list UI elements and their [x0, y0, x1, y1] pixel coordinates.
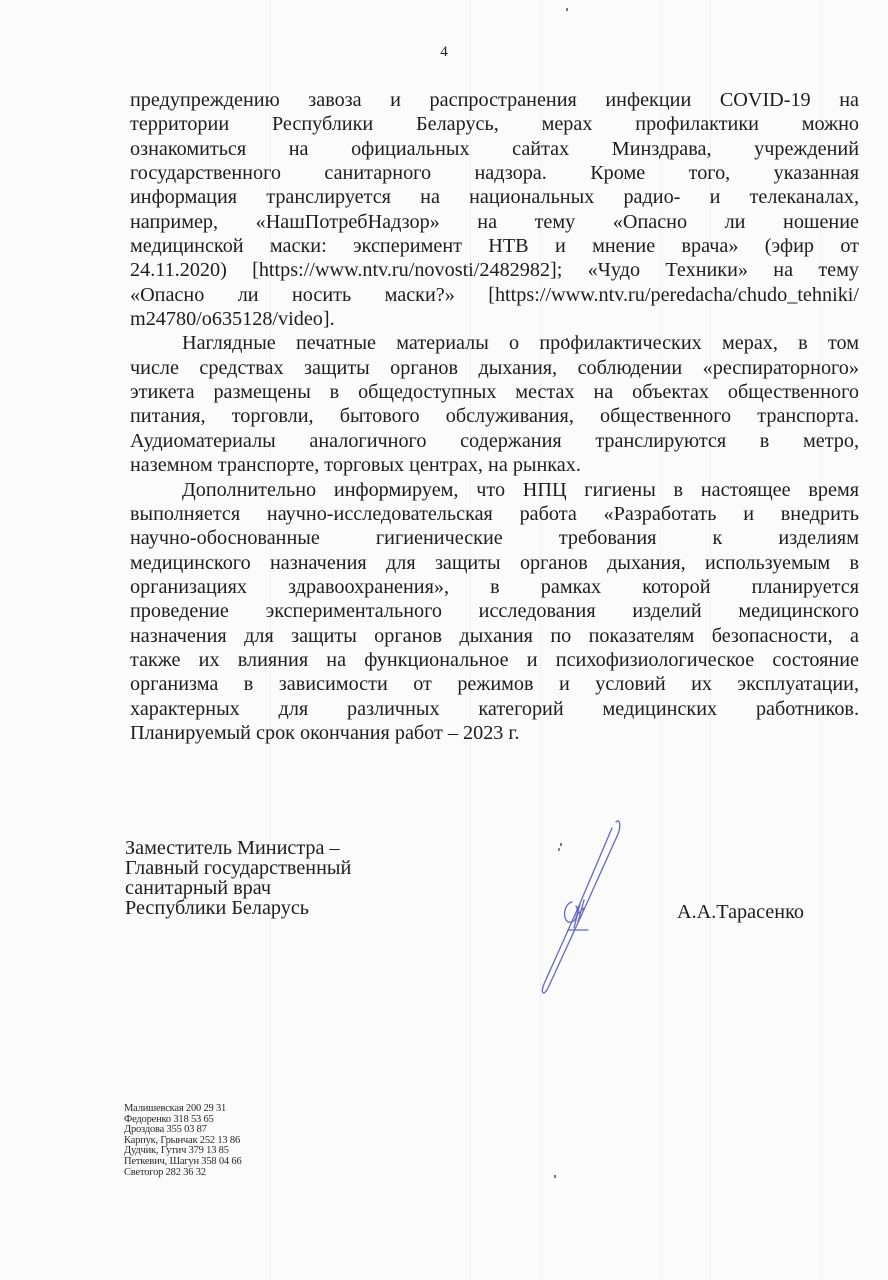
text-line: организациях здравоохранения», в рамках которой планируется — [130, 575, 859, 598]
text-line: этикета размещены в общедоступных местах на объектах общественного — [130, 381, 859, 404]
signatory-title — [125, 838, 351, 918]
text-line: Дополнительно информируем, что НПЦ гигиены в настоящее время — [182, 478, 859, 501]
text-line: организма в зависимости от режимов и условий их эксплуатации, — [130, 673, 859, 696]
handwritten-signature-icon — [520, 812, 640, 1002]
contact-entry: Светогор 282 36 32 — [124, 1166, 206, 1178]
text-line: характерных для различных категорий медицинских работников. — [130, 697, 859, 720]
text-line: научно-обоснованные гигиенические требования к изделиям — [130, 527, 859, 550]
text-line: ознакомиться на официальных сайтах Минздрава, учреждений — [130, 137, 859, 160]
text-line: Наглядные печатные материалы о профилактических мерах, в том — [182, 332, 859, 355]
paragraph-2 — [130, 331, 859, 477]
text-line: «Опасно ли носить маски?» [https://www.ntv.ru/peredacha/chudo_tehniki/ — [130, 283, 859, 306]
signatory-title-line: Республики Беларусь — [125, 897, 309, 919]
text-line: выполняется научно-исследовательская работа «Разработать и внедрить — [130, 502, 859, 525]
text-line: территории Республики Беларусь, мерах профилактики можно — [130, 113, 859, 136]
text-line: например, «НашПотребНадзор» на тему «Опасно ли ношение — [130, 210, 859, 233]
text-line: питания, торговли, бытового обслуживания, общественного транспорта. — [130, 405, 859, 428]
paragraph-1 — [130, 88, 859, 331]
signatory-title-line: Главный государственный — [125, 857, 352, 879]
contact-entry: Федоренко 318 53 65 — [124, 1113, 214, 1125]
text-line: m24780/o635128/video]. — [130, 308, 335, 331]
text-line: назначения для защиты органов дыхания по показателям безопасности, а — [130, 624, 859, 647]
contact-entry: Петкевич, Шагун 358 04 66 — [124, 1155, 242, 1167]
contact-entry: Карпук, Грынчак 252 13 86 — [124, 1134, 240, 1146]
text-line: предупреждению завоза и распространения инфекции COVID-19 на — [130, 89, 859, 111]
text-line: наземном транспорте, торговых центрах, на рынках. — [130, 454, 581, 477]
signatory-title-line: санитарный врач — [125, 877, 272, 899]
contact-entry: Малишевская 200 29 31 — [124, 1103, 227, 1114]
text-line: информация транслируется на национальных радио- и телеканалах, — [130, 186, 859, 209]
text-line: медицинской маски: эксперимент НТВ и мнение врача» (эфир от — [130, 235, 859, 258]
text-line: также их влияния на функциональное и психофизиологическое состояние — [130, 648, 859, 671]
contact-entry: Дудчик, Гутич 379 13 85 — [124, 1145, 229, 1157]
text-line: 24.11.2020) [https://www.ntv.ru/novosti/2482982]; «Чудо Техники» на тему — [130, 259, 859, 282]
text-line: Планируемый срок окончания работ – 2023 г. — [130, 721, 520, 744]
text-line: медицинского назначения для защиты органов дыхания, используемым в — [130, 551, 859, 574]
paragraph-3 — [130, 478, 859, 746]
contacts-list — [124, 1104, 242, 1178]
text-line: числе средствах защиты органов дыхания, соблюдении «респираторного» — [130, 356, 859, 379]
text-line: государственного санитарного надзора. Кроме того, указанная — [130, 162, 859, 185]
text-line: проведение экспериментального исследования изделий медицинского — [130, 600, 859, 623]
page-number: 4 — [440, 44, 448, 60]
signatory-title-line: Заместитель Министра – — [125, 837, 340, 859]
scan-speck — [554, 1175, 556, 1178]
signer-name: А.А.Тарасенко — [677, 901, 804, 923]
scan-speck — [566, 8, 568, 11]
contact-entry: Дроздова 355 03 87 — [124, 1124, 207, 1136]
text-line: Аудиоматериалы аналогичного содержания транслируются в метро, — [130, 429, 859, 452]
document-body — [130, 88, 859, 745]
